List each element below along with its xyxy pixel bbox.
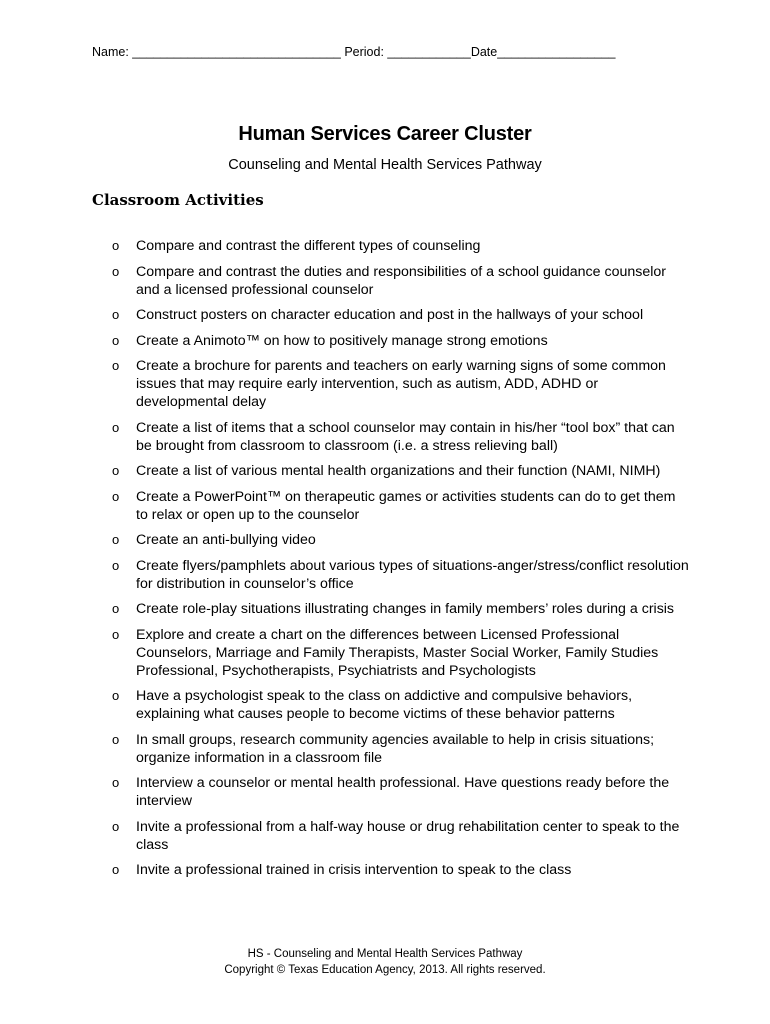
activity-text: Explore and create a chart on the differences between Licensed Professional Counselors, Marriage and Family Therapists, Master Social Worker, Family Studies Professional, Psychotherapists, Psychiatrists and Psychologists: [136, 626, 659, 679]
list-item: [0, 600, 691, 618]
bullet-icon: o: [112, 307, 120, 322]
list-item: [0, 731, 691, 767]
activity-text: Create a brochure for parents and teachers on early warning signs of some common issues that may require early intervention, such as autism, ADD, ADHD or developmental delay: [136, 358, 666, 410]
bullet-icon: o: [112, 626, 120, 642]
bullet-icon: o: [112, 463, 120, 478]
activity-text: Create flyers/pamphlets about various types of situations-anger/stress/conflict resolution for distribution in counselor’s office: [136, 557, 689, 592]
activity-text: Create role-play situations illustrating changes in family members’ roles during a crisis: [136, 601, 675, 617]
activity-text: Have a psychologist speak to the class on addictive and compulsive behaviors, explaining what causes people to become victims of these behavior patterns: [136, 688, 633, 722]
activity-text: Create an anti-bullying video: [136, 532, 316, 548]
page-title: Human Services Career Cluster: [238, 123, 532, 145]
list-item: [0, 626, 691, 680]
list-item: [0, 818, 691, 854]
list-item: [0, 332, 691, 350]
activity-text: Invite a professional from a half-way house or drug rehabilitation center to speak to the class: [136, 818, 680, 853]
list-item: [0, 687, 691, 723]
bullet-icon: o: [112, 263, 120, 279]
page-subtitle: Counseling and Mental Health Services Pathway: [228, 157, 542, 173]
list-item: [0, 419, 691, 455]
activity-text: Construct posters on character education and post in the hallways of your school: [136, 307, 644, 323]
bullet-icon: o: [112, 238, 120, 253]
bullet-icon: o: [112, 818, 120, 834]
bullet-icon: o: [112, 557, 120, 573]
activity-text: Compare and contrast the different types of counseling: [136, 238, 481, 254]
activity-text: Compare and contrast the duties and responsibilities of a school guidance counselor and a licensed professional counselor: [136, 263, 666, 298]
bullet-icon: o: [112, 419, 120, 435]
footer-copyright: Copyright © Texas Education Agency, 2013. All rights reserved.: [224, 964, 546, 976]
list-item: [0, 488, 691, 524]
bullet-icon: o: [112, 532, 120, 547]
page-footer: [0, 946, 770, 978]
bullet-icon: o: [112, 488, 120, 504]
activity-text: Create a Animoto™ on how to positively manage strong emotions: [136, 332, 548, 349]
bullet-icon: o: [112, 731, 120, 747]
list-item: [0, 263, 691, 299]
activity-text: In small groups, research community agencies available to help in crisis situations; organize information in a classroom file: [136, 731, 655, 766]
activity-text: Invite a professional trained in crisis intervention to speak to the class: [136, 862, 572, 878]
list-item: [0, 774, 691, 810]
bullet-icon: o: [112, 862, 120, 877]
list-item: [0, 531, 691, 549]
list-item: [0, 557, 691, 593]
footer-pathway: HS - Counseling and Mental Health Services Pathway: [247, 948, 523, 960]
activity-text: Create a list of various mental health organizations and their function (NAMI, NIMH): [136, 463, 661, 479]
activity-list: [0, 237, 691, 887]
bullet-icon: o: [112, 358, 120, 373]
activity-text: Interview a counselor or mental health professional. Have questions ready before the interview: [136, 775, 670, 809]
bullet-icon: o: [112, 601, 120, 616]
bullet-icon: o: [112, 775, 120, 790]
section-heading-classroom-activities: Classroom Activities: [92, 191, 264, 209]
list-item: [0, 462, 691, 480]
name-period-date-line: Name: ______________________________ Period: ____________Date_________________: [92, 45, 616, 59]
bullet-icon: o: [112, 688, 120, 703]
list-item: [0, 357, 691, 411]
list-item: [0, 861, 691, 879]
activity-text: Create a PowerPoint™ on therapeutic games or activities students can do to get them to relax or open up to the counselor: [136, 488, 676, 523]
list-item: [0, 237, 691, 255]
bullet-icon: o: [112, 332, 120, 348]
activity-text: Create a list of items that a school counselor may contain in his/her “tool box” that can be brought from classroom to classroom (i.e. a stress relieving ball): [136, 419, 675, 454]
list-item: [0, 306, 691, 324]
